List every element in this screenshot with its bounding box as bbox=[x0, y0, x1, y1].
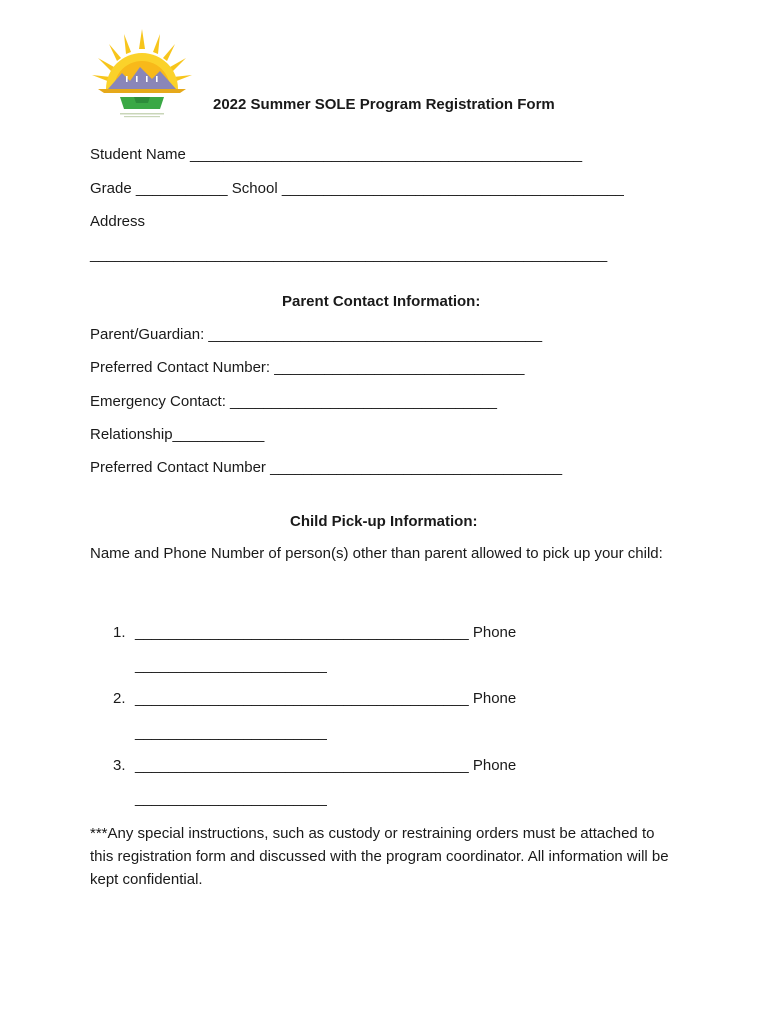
emergency-contact-field[interactable]: Emergency Contact: ________________________________ bbox=[90, 393, 498, 410]
pickup-intro: Name and Phone Number of person(s) other than parent allowed to pick up your child: bbox=[90, 545, 663, 562]
pickup-entry-number: 2. bbox=[113, 690, 126, 707]
pickup-entry-number: 3. bbox=[113, 757, 126, 774]
pickup-entry-phone-field[interactable]: _______________________ bbox=[135, 657, 327, 674]
form-title: 2022 Summer SOLE Program Registration Form bbox=[213, 96, 555, 113]
address-label: Address bbox=[90, 213, 146, 230]
pickup-entry-number: 1. bbox=[113, 624, 126, 641]
parent-contact-heading: Parent Contact Information: bbox=[282, 293, 481, 310]
pickup-heading: Child Pick-up Information: bbox=[290, 513, 478, 530]
parent-guardian-field[interactable]: Parent/Guardian: ________________________________________ bbox=[90, 326, 543, 343]
address-field[interactable]: ______________________________________________________________ bbox=[90, 246, 608, 263]
pickup-entry-phone-field[interactable]: _______________________ bbox=[135, 790, 327, 807]
preferred-contact-number-field[interactable]: Preferred Contact Number: ______________________________ bbox=[90, 359, 525, 376]
grade-school-field[interactable]: Grade ___________ School _________________________________________ bbox=[90, 180, 624, 197]
program-logo bbox=[84, 27, 200, 127]
pickup-entry-name-field[interactable]: ________________________________________ Phone bbox=[135, 624, 517, 641]
pickup-entry-name-field[interactable]: ________________________________________ Phone bbox=[135, 757, 517, 774]
book-icon bbox=[98, 89, 186, 109]
relationship-field[interactable]: Relationship___________ bbox=[90, 426, 265, 443]
emergency-contact-number-field[interactable]: Preferred Contact Number ___________________________________ bbox=[90, 459, 563, 476]
logo-tagline-mark bbox=[124, 116, 160, 117]
pickup-entry-phone-field[interactable]: _______________________ bbox=[135, 724, 327, 741]
logo-tagline-mark bbox=[120, 113, 164, 115]
student-name-field[interactable]: Student Name _______________________________________________ bbox=[90, 146, 583, 163]
pickup-entry-name-field[interactable]: ________________________________________ Phone bbox=[135, 690, 517, 707]
confidentiality-note: ***Any special instructions, such as custody or restraining orders must be attached to this registration form and discussed with the program coordinator. All information will be kept confidential. bbox=[90, 825, 669, 888]
